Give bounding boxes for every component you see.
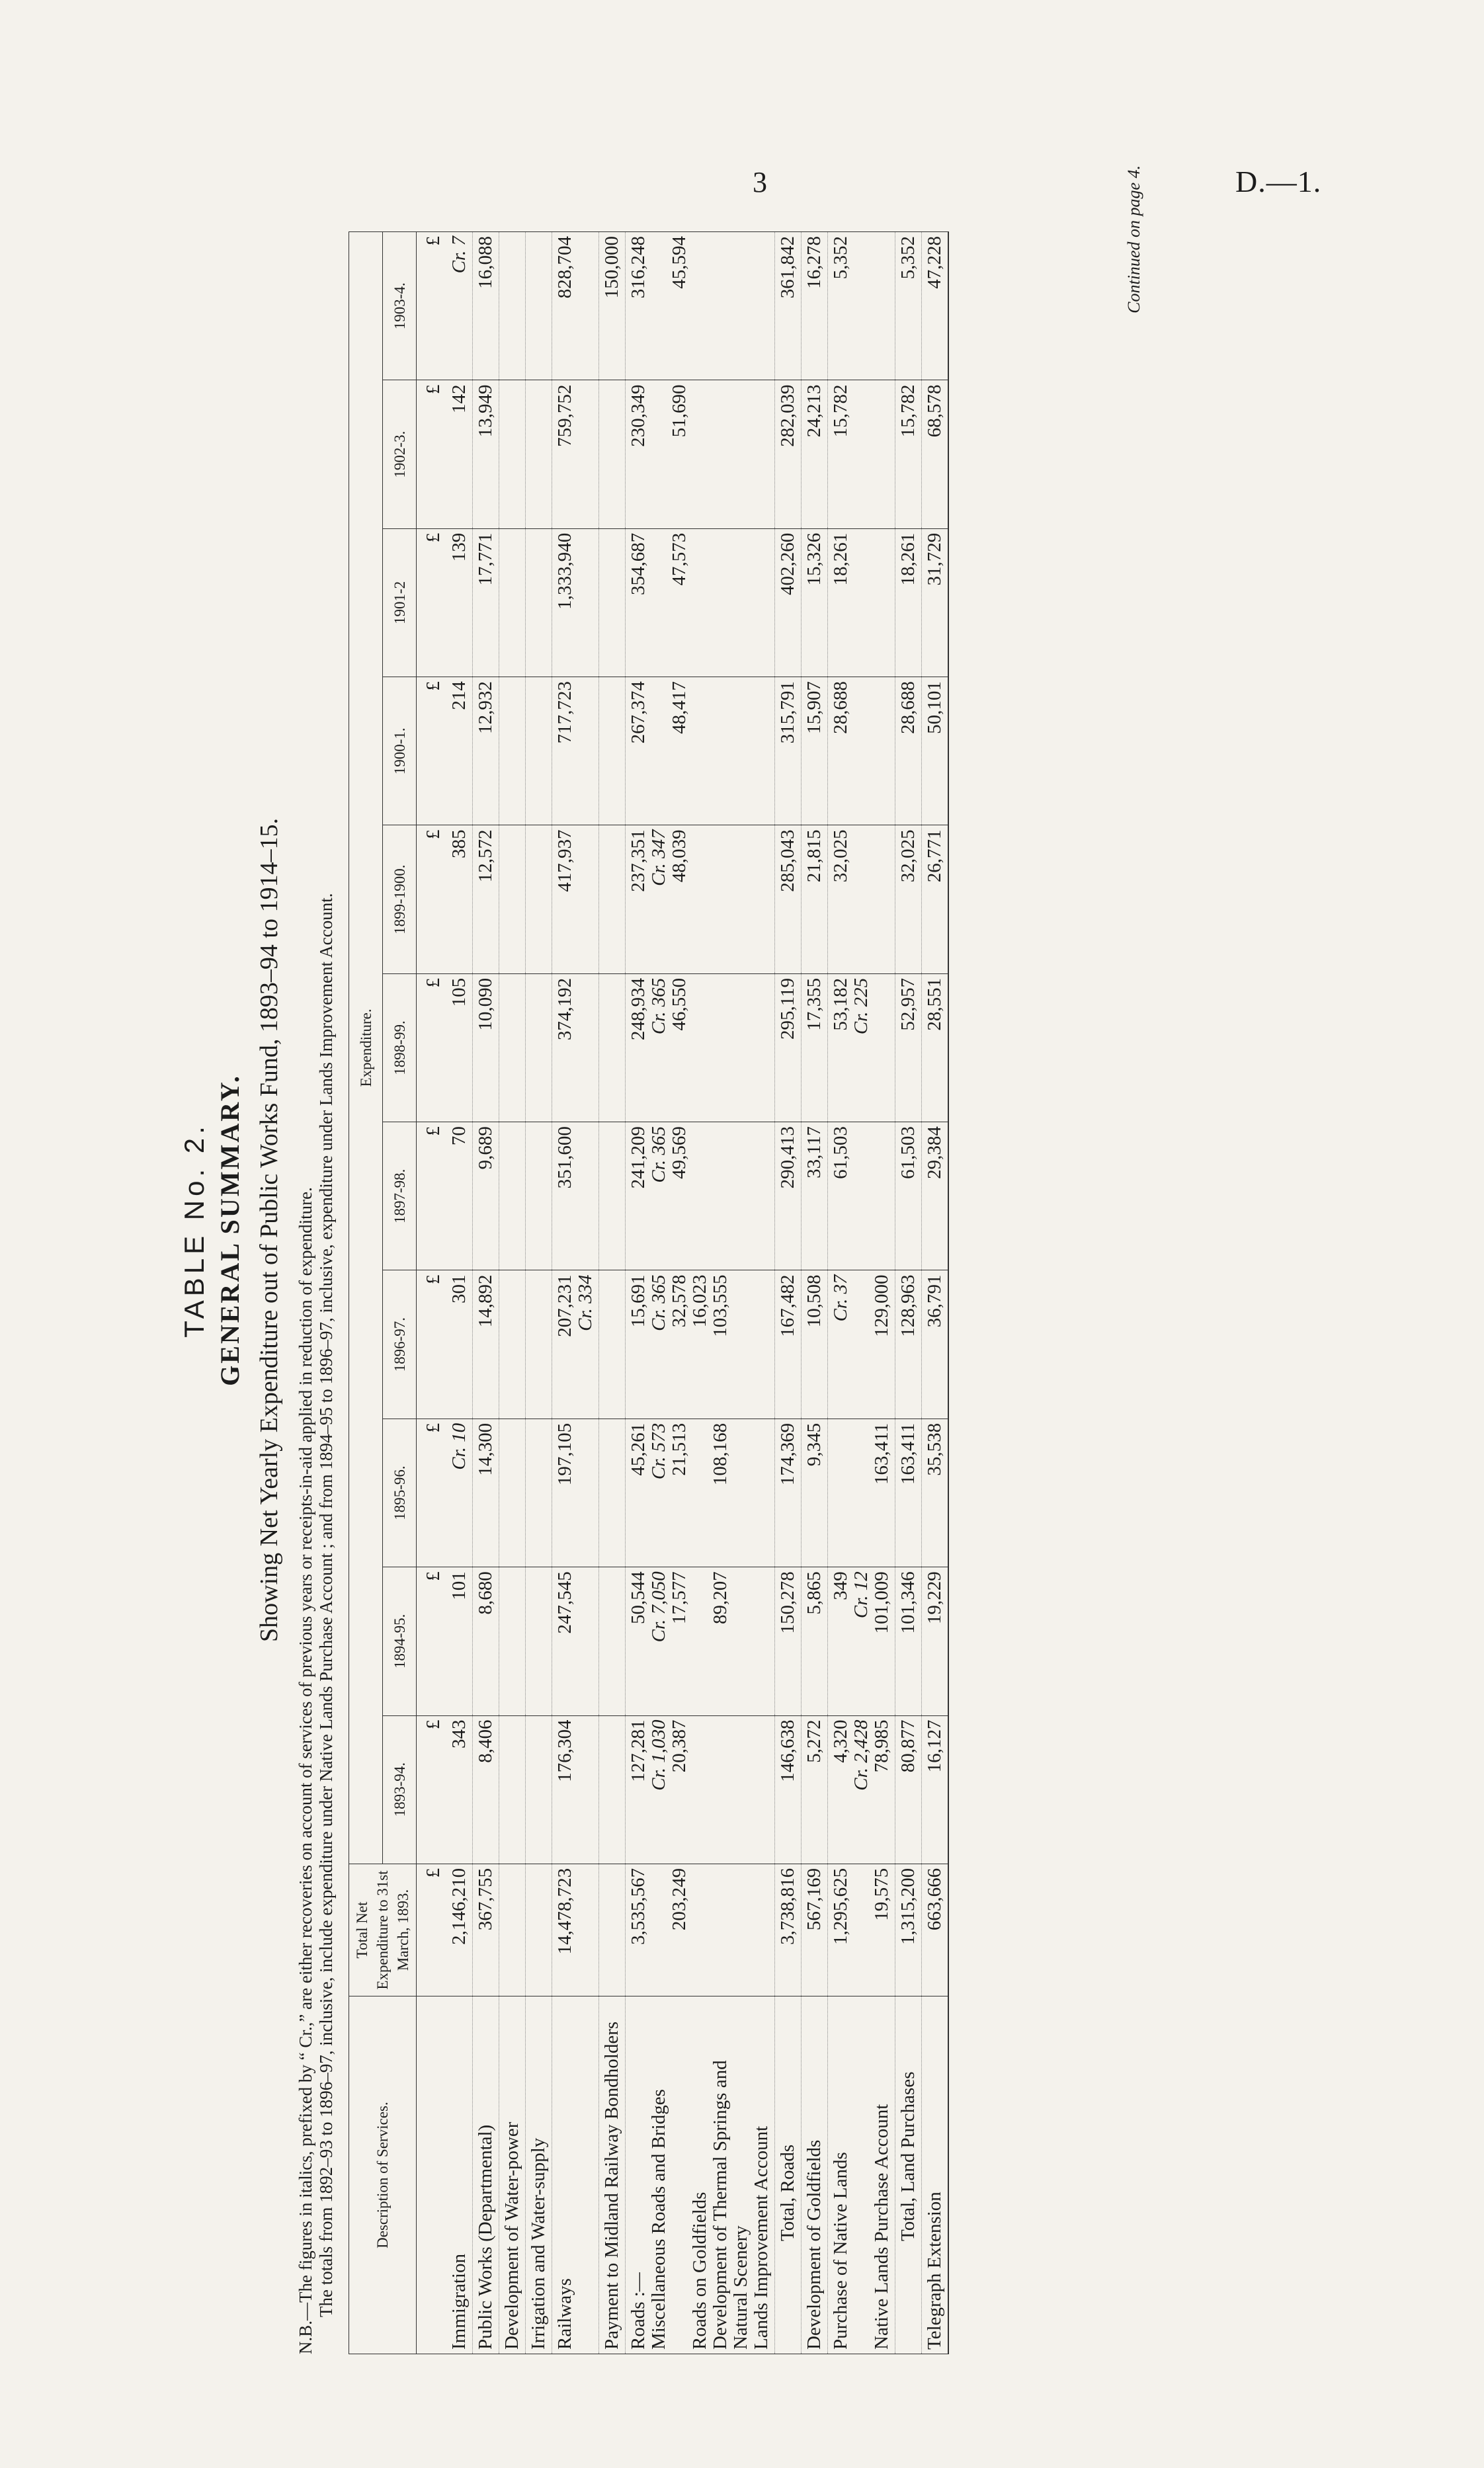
value-cell: 61,503 [828,1122,895,1270]
col-header-year: 1893-94. [383,1715,417,1864]
table-row [499,232,526,2354]
value-cell: 828,704 [552,232,599,380]
value-cell: Cr. 7 [446,232,473,380]
value-cell: 127,281 Cr. 1,030 20,387 [626,1715,775,1864]
value-cell: 351,600 [552,1122,599,1270]
row-label: Total, Roads [775,1996,802,2354]
col-header-year: 1903-4. [383,232,417,380]
value-cell: 374,192 [552,973,599,1122]
value-cell [499,677,526,825]
value-cell [526,1419,552,1567]
value-cell [526,1715,552,1864]
table-row [895,232,922,2354]
table-row [526,232,552,2354]
value-cell: 16,088 [473,232,499,380]
value-cell: 167,482 [775,1270,802,1419]
col-header-total: Total Net Expenditure to 31st March, 1893. [349,1864,417,1996]
value-cell: 354,687 47,573 [626,528,775,677]
value-cell: 402,260 [775,528,802,677]
value-cell: 53,182 Cr. 225 [828,973,895,1122]
value-cell: 282,039 [775,380,802,528]
currency-symbol: £ [417,825,447,973]
row-label: Immigration [446,1996,473,2354]
value-cell: 47,228 [922,232,949,380]
currency-symbol: £ [417,1567,447,1715]
value-cell: Cr. 10 [446,1419,473,1567]
value-cell: 5,272 [802,1715,828,1864]
value-cell [599,1270,626,1419]
value-cell: 15,907 [802,677,828,825]
value-cell: 241,209 Cr. 365 49,569 [626,1122,775,1270]
value-cell: 10,090 [473,973,499,1122]
total-cell [499,1864,526,1996]
value-cell: 150,278 [775,1567,802,1715]
value-cell: 15,326 [802,528,828,677]
value-cell: 50,544 Cr. 7,050 17,577 89,207 [626,1567,775,1715]
note-2: The totals from 1892–93 to 1896–97, inclusive, include expenditure under Native Lands Purchase Account ; and from 1894–95 to 1896–97, inclusive, expenditure under Lands Improvement Account. [316,893,336,2317]
col-header-year: 1895-96. [383,1419,417,1567]
value-cell: 70 [446,1122,473,1270]
value-cell: 13,949 [473,380,499,528]
col-header-year: 1900-1. [383,677,417,825]
row-label: Irrigation and Water-supply [526,1996,552,2354]
value-cell: 24,213 [802,380,828,528]
value-cell: 9,345 [802,1419,828,1567]
value-cell: 18,261 [895,528,922,677]
currency-symbol: £ [417,1864,447,1996]
col-header-year: 1896-97. [383,1270,417,1419]
value-cell [499,1122,526,1270]
currency-symbol: £ [417,1270,447,1419]
value-cell: 17,771 [473,528,499,677]
value-cell: 5,352 [895,232,922,380]
value-cell [599,1567,626,1715]
value-cell [599,825,626,973]
row-label: Development of Goldfields [802,1996,828,2354]
value-cell: 247,545 [552,1567,599,1715]
value-cell: 717,723 [552,677,599,825]
table-row [802,232,828,2354]
value-cell: 101 [446,1567,473,1715]
row-label: Roads :— Miscellaneous Roads and Bridges Roads on Goldfields Development of Thermal Springs and Natural Scenery Lands Improvement Account [626,1996,775,2354]
total-cell [526,1864,552,1996]
value-cell: 4,320 Cr. 2,428 78,985 [828,1715,895,1864]
value-cell: 230,349 51,690 [626,380,775,528]
total-cell: 1,315,200 [895,1864,922,1996]
value-cell [599,1419,626,1567]
value-cell [499,232,526,380]
value-cell: Cr. 37 129,000 [828,1270,895,1419]
value-cell: 36,791 [922,1270,949,1419]
value-cell [526,677,552,825]
table-row [626,232,775,2354]
value-cell: 285,043 [775,825,802,973]
value-cell: 128,963 [895,1270,922,1419]
value-cell [499,1567,526,1715]
table-row [922,232,949,2354]
table-title: TABLE No. 2. [179,1122,210,1338]
value-cell: 759,752 [552,380,599,528]
value-cell: 150,000 [599,232,626,380]
value-cell: 176,304 [552,1715,599,1864]
value-cell: 361,842 [775,232,802,380]
value-cell [526,232,552,380]
currency-symbol: £ [417,528,447,677]
value-cell: 385 [446,825,473,973]
value-cell: 31,729 [922,528,949,677]
total-cell: 367,755 [473,1864,499,1996]
row-label: Telegraph Extension [922,1996,949,2354]
value-cell: 15,691 Cr. 365 32,578 16,023 103,555 [626,1270,775,1419]
value-cell: 207,231 Cr. 334 [552,1270,599,1419]
value-cell: 146,638 [775,1715,802,1864]
value-cell [526,380,552,528]
value-cell [599,1122,626,1270]
value-cell: 417,937 [552,825,599,973]
value-cell: 28,688 [828,677,895,825]
value-cell: 139 [446,528,473,677]
value-cell: 14,892 [473,1270,499,1419]
table-row [775,232,802,2354]
row-label: Railways [552,1996,599,2354]
col-header-year: 1902-3. [383,380,417,528]
table-row [828,232,895,2354]
row-label: Total, Land Purchases [895,1996,922,2354]
value-cell: 16,127 [922,1715,949,1864]
col-header-description: Description of Services. [349,1996,417,2354]
total-cell: 567,169 [802,1864,828,1996]
value-cell: 15,782 [828,380,895,528]
total-cell: 663,666 [922,1864,949,1996]
value-cell [599,677,626,825]
value-cell [499,528,526,677]
value-cell: 343 [446,1715,473,1864]
table-row [473,232,499,2354]
value-cell: 301 [446,1270,473,1419]
total-cell: 3,738,816 [775,1864,802,1996]
value-cell: 142 [446,380,473,528]
value-cell [599,380,626,528]
value-cell: 68,578 [922,380,949,528]
value-cell: 33,117 [802,1122,828,1270]
value-cell: 316,248 45,594 [626,232,775,380]
value-cell [499,1419,526,1567]
continued-note: Continued on page 4. [1124,165,1143,313]
table-row [446,232,473,2354]
value-cell: 214 [446,677,473,825]
value-cell: 5,352 [828,232,895,380]
value-cell: 26,771 [922,825,949,973]
value-cell: 32,025 [895,825,922,973]
value-cell: 35,538 [922,1419,949,1567]
table-row [599,232,626,2354]
value-cell [599,528,626,677]
col-header-year: 1894-95. [383,1567,417,1715]
value-cell: 174,369 [775,1419,802,1567]
table-subtitle: GENERAL SUMMARY. [215,1074,245,1386]
row-label: Public Works (Departmental) [473,1996,499,2354]
value-cell: 12,932 [473,677,499,825]
value-cell: 8,406 [473,1715,499,1864]
value-cell: 9,689 [473,1122,499,1270]
value-cell: 32,025 [828,825,895,973]
currency-symbol: £ [417,1122,447,1270]
row-label: Purchase of Native Lands Native Lands Purchase Account [828,1996,895,2354]
value-cell [526,825,552,973]
value-cell: 19,229 [922,1567,949,1715]
col-header-expenditure: Expenditure. [349,232,383,1864]
total-cell: 14,478,723 [552,1864,599,1996]
total-cell: 1,295,625 19,575 [828,1864,895,1996]
value-cell: 237,351 Cr. 347 48,039 [626,825,775,973]
value-cell: 105 [446,973,473,1122]
value-cell: 15,782 [895,380,922,528]
value-cell: 52,957 [895,973,922,1122]
currency-symbol: £ [417,1419,447,1567]
value-cell: 28,551 [922,973,949,1122]
value-cell [526,973,552,1122]
total-cell: 2,146,210 [446,1864,473,1996]
value-cell: 50,101 [922,677,949,825]
value-cell: 16,278 [802,232,828,380]
col-header-year: 1898-99. [383,973,417,1122]
value-cell: 163,411 [828,1419,895,1567]
row-label: Payment to Midland Railway Bondholders [599,1996,626,2354]
notes [296,106,337,2354]
value-cell: 101,346 [895,1567,922,1715]
currency-symbol: £ [417,232,447,380]
value-cell [499,973,526,1122]
value-cell: 18,261 [828,528,895,677]
value-cell: 5,865 [802,1567,828,1715]
expenditure-table [349,231,949,2354]
value-cell: 17,355 [802,973,828,1122]
currency-symbol: £ [417,677,447,825]
value-cell: 248,934 Cr. 365 46,550 [626,973,775,1122]
value-cell [499,1270,526,1419]
currency-row [417,232,447,2354]
value-cell: 8,680 [473,1567,499,1715]
value-cell [499,825,526,973]
value-cell [599,1715,626,1864]
value-cell: 295,119 [775,973,802,1122]
currency-symbol: £ [417,973,447,1122]
value-cell [499,1715,526,1864]
currency-symbol: £ [417,1715,447,1864]
value-cell: 349 Cr. 12 101,009 [828,1567,895,1715]
col-header-year: 1897-98. [383,1122,417,1270]
value-cell: 197,105 [552,1419,599,1567]
value-cell [526,1270,552,1419]
value-cell: 315,791 [775,677,802,825]
value-cell: 80,877 [895,1715,922,1864]
note-1: N.B.—The figures in italics, prefixed by “ Cr.,” are either recoveries on account of services of previous years or receipts-in-aid applied in reduction of expenditure. [296,1187,315,2354]
table-heading: Showing Net Yearly Expenditure out of Public Works Fund, 1893–94 to 1914–15. [255,818,283,1642]
value-cell [599,973,626,1122]
value-cell: 163,411 [895,1419,922,1567]
value-cell: 45,261 Cr. 573 21,513 108,168 [626,1419,775,1567]
value-cell: 28,688 [895,677,922,825]
col-header-year: 1899-1900. [383,825,417,973]
value-cell: 14,300 [473,1419,499,1567]
currency-symbol: £ [417,380,447,528]
value-cell: 61,503 [895,1122,922,1270]
value-cell: 290,413 [775,1122,802,1270]
value-cell: 21,815 [802,825,828,973]
page-number: 3 [753,166,767,198]
rotated-table-sheet [172,106,1164,2354]
document-code: D.—1. [1235,165,1322,198]
value-cell [499,380,526,528]
total-cell: 3,535,567 203,249 [626,1864,775,1996]
col-header-year: 1901-2 [383,528,417,677]
table-row [552,232,599,2354]
value-cell: 1,333,940 [552,528,599,677]
row-label: Development of Water-power [499,1996,526,2354]
value-cell [526,1122,552,1270]
value-cell: 10,508 [802,1270,828,1419]
total-cell [599,1864,626,1996]
value-cell [526,528,552,677]
value-cell: 29,384 [922,1122,949,1270]
value-cell: 12,572 [473,825,499,973]
value-cell: 267,374 48,417 [626,677,775,825]
value-cell [526,1567,552,1715]
